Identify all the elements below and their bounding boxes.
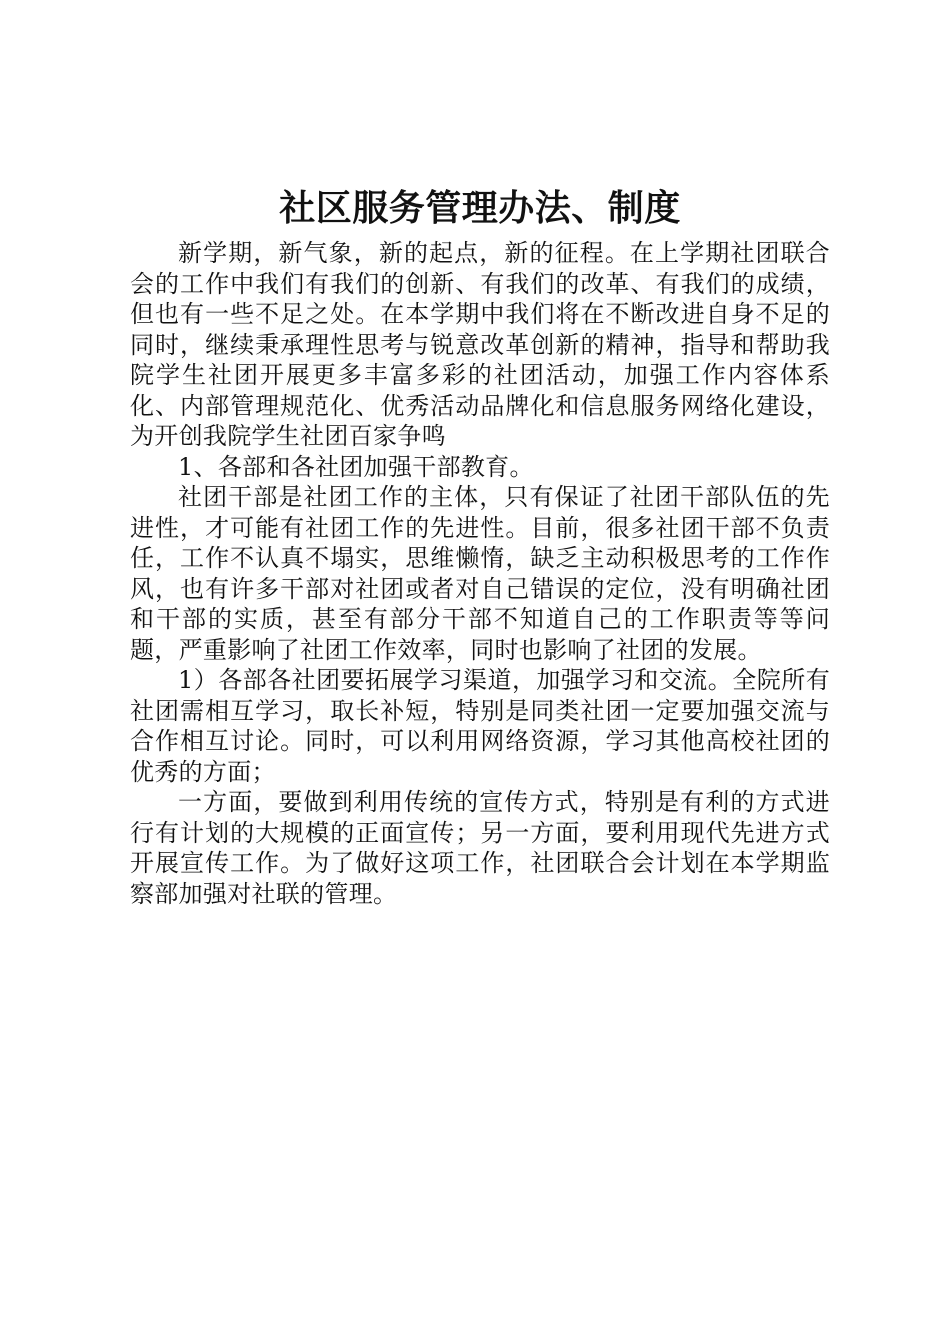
paragraph-section-heading: 1、各部和各社团加强干部教育。 — [178, 452, 534, 481]
document-title: 社区服务管理办法、制度 — [279, 187, 681, 229]
paragraph-cadre-education: 社团干部是社团工作的主体，只有保证了社团干部队伍的先进性，才可能有社团工作的先进性。目前，很多社团干部不负责任，工作不认真不塌实，思维懒惰，缺乏主动积极思考的工作作风，也有许多干部对社团或者对自己错误的定位，没有明确社团和干部的实质，甚至有部分干部不知道自己的工作职责等等问题，严重影响了社团工作效率，同时也影响了社团的发展。 — [130, 483, 830, 664]
paragraph-publicity: 一方面，要做到利用传统的宣传方式，特别是有利的方式进行有计划的大规模的正面宣传；另一方面，要利用现代先进方式开展宣传工作。为了做好这项工作，社团联合会计划在本学期监察部加强对社联的管理。 — [130, 788, 830, 908]
paragraph-intro: 新学期，新气象，新的起点，新的征程。在上学期社团联合会的工作中我们有我们的创新、有我们的改革、有我们的成绩，但也有一些不足之处。在本学期中我们将在不断改进自身不足的同时，继续秉承理性思考与锐意改革创新的精神，指导和帮助我院学生社团开展更多丰富多彩的社团活动，加强工作内容体系化、内部管理规范化、优秀活动品牌化和信息服务网络化建设，为开创我院学生社团百家争鸣 — [130, 239, 830, 450]
paragraph-learning-channels: 1）各部各社团要拓展学习渠道，加强学习和交流。全院所有社团需相互学习，取长补短，特别是同类社团一定要加强交流与合作相互讨论。同时，可以利用网络资源，学习其他高校社团的优秀的方面； — [130, 666, 830, 786]
document-body — [130, 186, 830, 909]
